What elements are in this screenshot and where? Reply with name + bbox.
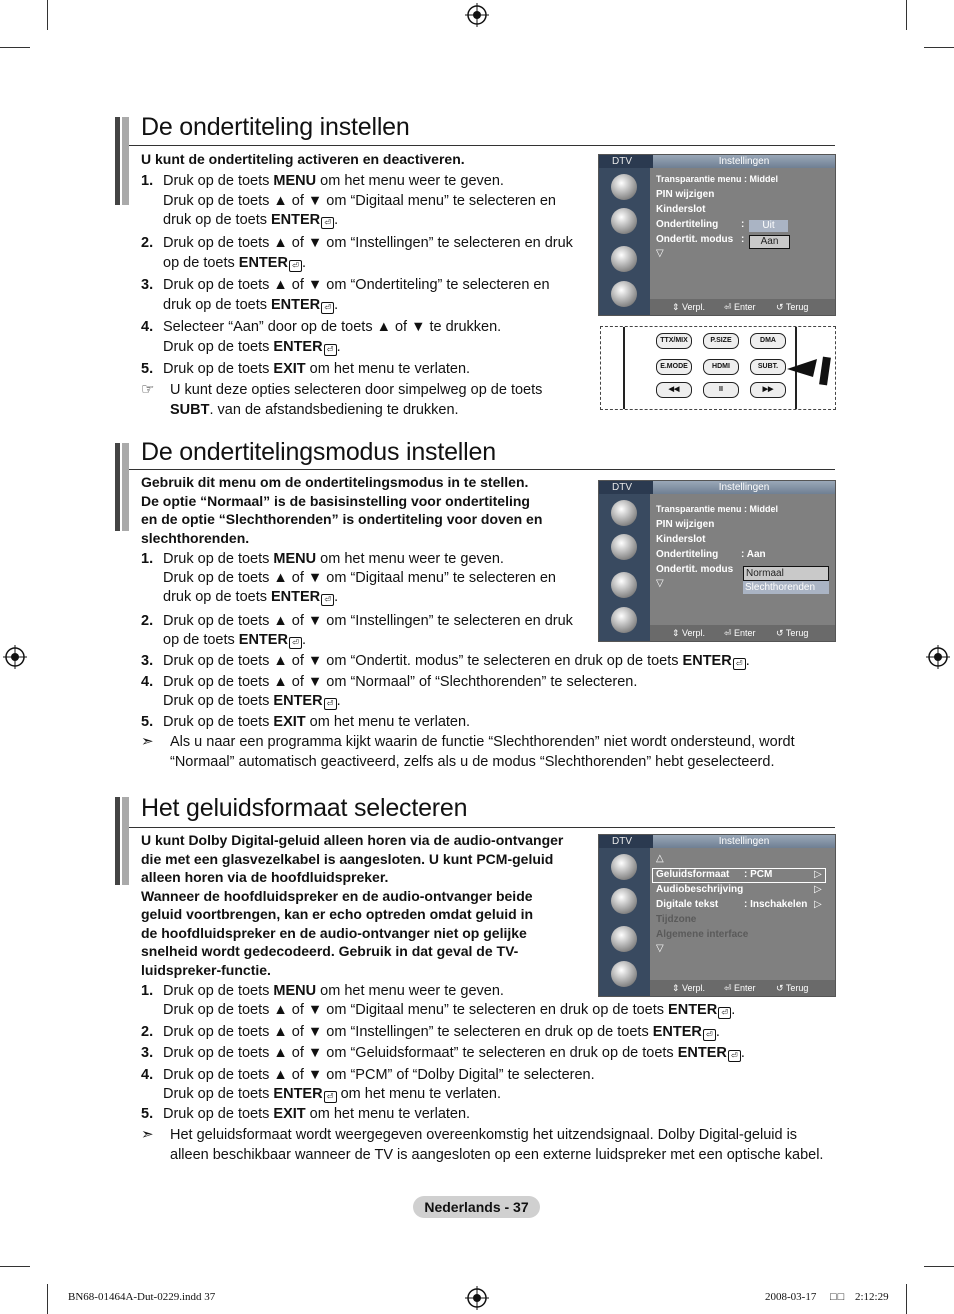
note-line: U kunt deze opties selecteren door simpelweg op de toets	[170, 382, 543, 398]
step-line: Druk op de toets ▲ of ▼ om “Instellingen” te selecteren en druk op de toets ENTER ⏎ .	[163, 1024, 720, 1040]
osd-input-icon	[611, 174, 637, 200]
registration-mark-icon	[465, 3, 489, 27]
osd-row: Ondertit. modus	[656, 564, 734, 575]
step-number: 4.	[141, 674, 154, 690]
remote-button: DMA	[750, 333, 786, 349]
hand-note-icon: ☞	[141, 381, 155, 398]
remote-button: ◀◀	[656, 382, 692, 398]
osd-row-label: Algemene interface	[656, 929, 749, 940]
step-line: Druk op de toets ▲ of ▼ om “Digitaal menu” te selecteren en	[163, 570, 556, 586]
osd-tab: Instellingen	[653, 835, 835, 848]
osd-colon: :	[741, 219, 745, 230]
osd-row-label[interactable]: Digitale tekst	[656, 899, 719, 910]
osd-row: PIN wijzigen	[656, 189, 715, 200]
osd-foot-move: ⇕ Verpl.	[672, 302, 706, 312]
osd-option-normaal[interactable]: Normaal	[743, 566, 829, 581]
osd-row: PIN wijzigen	[656, 519, 715, 530]
osd-option-uit[interactable]: Uit	[749, 220, 788, 232]
step-line: druk op de toets ENTER ⏎ .	[163, 296, 339, 313]
note-line: SUBT. van de afstandsbediening te drukken.	[170, 401, 459, 418]
step-line: druk op de toets ENTER ⏎ .	[163, 212, 339, 228]
osd-foot-back: ↺ Terug	[776, 628, 809, 638]
osd-support-icon	[611, 607, 637, 633]
enter-icon: ⏎	[703, 1029, 716, 1041]
step-line: op de toets ENTER ⏎ .	[163, 254, 306, 271]
enter-icon: ⏎	[321, 302, 334, 314]
section-rule	[129, 827, 835, 828]
arrow-note-icon: ➣	[141, 733, 154, 750]
osd-colon: :	[741, 234, 745, 245]
osd-foot-move: ⇕ Verpl.	[672, 983, 706, 993]
osd-input-icon	[611, 854, 637, 880]
step-line: Druk op de toets EXIT om het menu te verlaten.	[163, 361, 471, 377]
section-title: De ondertiteling instellen	[141, 113, 410, 141]
pointer-arrow-icon	[787, 355, 833, 389]
crop-mark	[0, 1266, 30, 1267]
osd-row: Ondertiteling	[656, 219, 719, 230]
osd-support-icon	[611, 961, 637, 987]
step-line: Druk op de toets MENU om het menu weer te geven.	[163, 983, 504, 999]
osd-dtv-label: DTV	[612, 836, 632, 847]
osd-menu-subtitle-mode	[598, 480, 836, 642]
step-line: Druk op de toets ▲ of ▼ om “Digitaal menu” te selecteren en druk op de toets ENTER ⏎ .	[163, 1002, 736, 1018]
osd-scroll-up-icon: △	[656, 853, 664, 864]
osd-row: Ondertit. modus	[656, 234, 734, 245]
enter-icon: ⏎	[324, 344, 337, 356]
osd-channel-icon	[611, 208, 637, 234]
osd-foot-enter: ⏎ Enter	[724, 983, 756, 993]
section-note	[170, 1126, 823, 1165]
step-number: 1.	[141, 983, 154, 999]
osd-foot-back: ↺ Terug	[776, 302, 809, 312]
osd-option-slechthorenden[interactable]: Slechthorenden	[743, 581, 829, 594]
osd-input-icon	[611, 500, 637, 526]
osd-row: Kinderslot	[656, 534, 706, 545]
section-rule	[129, 145, 835, 146]
osd-scroll-down-icon: ▽	[656, 248, 664, 259]
osd-arrow-right-icon: ▷	[814, 869, 822, 880]
registration-mark-icon	[3, 645, 27, 669]
enter-icon: ⏎	[289, 637, 302, 649]
step-line: Druk op de toets EXIT om het menu te verlaten.	[163, 1106, 471, 1122]
intro-line: geluid voortbrengen, kan er echo optreden omdat geluid in	[141, 906, 534, 922]
enter-icon: ⏎	[324, 698, 337, 710]
step-line: Druk op de toets ENTER ⏎ .	[163, 338, 341, 355]
crop-mark	[924, 47, 954, 48]
osd-tab: Instellingen	[653, 481, 835, 494]
remote-subt-button: SUBT.	[750, 359, 786, 375]
intro-line: de hoofdluidspreker en de audio-ontvanger niet op gelijke	[141, 924, 527, 941]
step-number: 3.	[141, 277, 154, 293]
osd-row-value: : Inschakelen	[744, 899, 808, 910]
crop-mark	[0, 47, 30, 48]
crop-mark	[906, 1284, 907, 1314]
osd-option-aan[interactable]: Aan	[749, 235, 790, 249]
osd-row-label[interactable]: Audiobeschrijving	[656, 884, 744, 895]
step-line: Selecteer “Aan” door op de toets ▲ of ▼ te drukken.	[163, 319, 502, 335]
section-intro: U kunt de ondertiteling activeren en deactiveren.	[141, 151, 465, 167]
remote-button: HDMI	[703, 359, 739, 375]
osd-support-icon	[611, 281, 637, 307]
note-line: Het geluidsformaat wordt weergegeven overeenkomstig het uitzendsignaal. Dolby Digital-geluid is	[170, 1127, 798, 1143]
step-line: Druk op de toets ▲ of ▼ om “Ondertiteling” te selecteren en	[163, 277, 550, 293]
osd-foot-move: ⇕ Verpl.	[672, 628, 706, 638]
footer-filename: BN68-01464A-Dut-0229.indd 37	[68, 1291, 216, 1303]
footer-time: 2:12:29	[855, 1291, 889, 1303]
note-line: alleen beschikbaar wanneer de TV is aangesloten op een externe luidspreker met een optische kabel.	[170, 1146, 824, 1163]
osd-tab: Instellingen	[653, 155, 835, 168]
intro-line: die met een glasvezelkabel is aangesloten. U kunt PCM-geluid	[141, 850, 554, 867]
remote-button: ▶▶	[750, 382, 786, 398]
section-title: Het geluidsformaat selecteren	[141, 794, 468, 822]
note-line: “Normaal” automatisch geactiveerd, zelfs als u de modus “Slechthorenden” hebt geselecteerd.	[170, 753, 775, 770]
step-number: 5.	[141, 714, 154, 730]
step-number: 1.	[141, 551, 154, 567]
section-title: De ondertitelingsmodus instellen	[141, 438, 496, 466]
osd-arrow-right-icon: ▷	[814, 884, 822, 895]
osd-channel-icon	[611, 534, 637, 560]
osd-row-value: : PCM	[744, 869, 773, 880]
enter-icon: ⏎	[728, 1050, 741, 1062]
step-line: Druk op de toets ▲ of ▼ om “Geluidsformaat” te selecteren en druk op de toets ENTER ⏎ .	[163, 1045, 745, 1061]
osd-row: Transparantie menu : Middel	[656, 174, 779, 184]
step-number: 5.	[141, 361, 154, 377]
step-line: op de toets ENTER ⏎ .	[163, 632, 306, 648]
osd-setup-icon	[611, 572, 637, 598]
step-line: Druk op de toets EXIT om het menu te verlaten.	[163, 714, 471, 730]
osd-row: Ondertiteling	[656, 549, 719, 560]
crop-mark	[47, 0, 48, 30]
crop-mark	[906, 0, 907, 30]
intro-line: en de optie “Slechthorenden” is ondertiteling voor doven en	[141, 511, 543, 527]
note-line: Als u naar een programma kijkt waarin de functie “Slechthorenden” niet wordt ondersteund, wordt	[170, 734, 795, 750]
intro-line: Wanneer de hoofdluidspreker en de audio-ontvanger beide	[141, 887, 533, 904]
osd-arrow-right-icon: ▷	[814, 899, 822, 910]
intro-line: De optie “Normaal” is de basisinstelling voor ondertiteling	[141, 492, 530, 509]
step-number: 2.	[141, 235, 154, 251]
step-line: Druk op de toets ▲ of ▼ om “Normaal” of “Slechthorenden” te selecteren.	[163, 674, 638, 690]
intro-line: snelheid wordt gedecodeerd. Gebruik in dat geval de TV-	[141, 943, 519, 959]
step-number: 3.	[141, 653, 154, 669]
osd-row-label[interactable]: Geluidsformaat	[656, 869, 730, 880]
osd-row: Kinderslot	[656, 204, 706, 215]
registration-mark-icon	[926, 645, 950, 669]
osd-menu-subtitles	[598, 154, 836, 316]
intro-line: alleen horen via de hoofdluidspreker.	[141, 869, 389, 885]
step-number: 4.	[141, 1067, 154, 1083]
enter-icon: ⏎	[321, 217, 334, 229]
osd-value: : Aan	[741, 549, 766, 560]
section-note	[170, 733, 795, 772]
section-intro	[141, 831, 563, 979]
osd-menu-sound-format	[598, 834, 836, 997]
osd-foot-enter: ⏎ Enter	[724, 302, 756, 312]
step-line: Druk op de toets ▲ of ▼ om “PCM” of “Dolby Digital” te selecteren.	[163, 1067, 595, 1083]
section-bar	[115, 797, 129, 885]
step-line: Druk op de toets MENU om het menu weer te geven.	[163, 173, 504, 189]
enter-icon: ⏎	[733, 658, 746, 670]
osd-row: Transparantie menu : Middel	[656, 504, 779, 514]
enter-icon: ⏎	[718, 1007, 731, 1019]
step-line: Druk op de toets ▲ of ▼ om “Instellingen” te selecteren en druk	[163, 613, 573, 629]
intro-line: U kunt Dolby Digital-geluid alleen horen via de audio-ontvanger	[141, 832, 564, 848]
intro-line: luidspreker-functie.	[141, 961, 271, 978]
remote-button: P.SIZE	[703, 333, 739, 349]
enter-icon: ⏎	[321, 594, 334, 606]
crop-mark	[924, 1266, 954, 1267]
registration-mark-icon	[465, 1286, 489, 1310]
osd-setup-icon	[611, 246, 637, 272]
osd-row-label: Tijdzone	[656, 914, 697, 925]
remote-button: E.MODE	[656, 359, 692, 375]
remote-button: II	[703, 382, 739, 398]
step-line: Druk op de toets MENU om het menu weer te geven.	[163, 551, 504, 567]
section-bar	[115, 443, 129, 531]
section-rule	[129, 469, 835, 470]
osd-scroll-down-icon: ▽	[656, 578, 664, 589]
intro-line: Gebruik dit menu om de ondertitelingsmodus in te stellen.	[141, 474, 529, 490]
step-number: 5.	[141, 1106, 154, 1122]
step-number: 2.	[141, 1024, 154, 1040]
step-line: Druk op de toets ENTER ⏎ .	[163, 693, 341, 709]
osd-dtv-label: DTV	[612, 156, 632, 167]
footer-glyphs: □□	[830, 1291, 846, 1303]
step-number: 4.	[141, 319, 154, 335]
section-note	[170, 381, 542, 420]
step-line: druk op de toets ENTER ⏎ .	[163, 589, 339, 605]
step-number: 2.	[141, 613, 154, 629]
footer-date: 2008-03-17	[765, 1291, 817, 1303]
arrow-note-icon: ➣	[141, 1126, 154, 1143]
osd-setup-icon	[611, 926, 637, 952]
enter-icon: ⏎	[289, 260, 302, 272]
osd-foot-enter: ⏎ Enter	[724, 628, 756, 638]
section-bar	[115, 117, 129, 205]
remote-button: TTX/MIX	[656, 333, 692, 349]
step-line: Druk op de toets ▲ of ▼ om “Digitaal menu” te selecteren en	[163, 192, 556, 209]
crop-mark	[47, 1284, 48, 1314]
step-number: 1.	[141, 173, 154, 189]
step-line: Druk op de toets ▲ of ▼ om “Ondertit. modus” te selecteren en druk op de toets ENTER ⏎ .	[163, 653, 750, 669]
step-line: Druk op de toets ▲ of ▼ om “Instellingen” te selecteren en druk	[163, 235, 573, 251]
osd-channel-icon	[611, 888, 637, 914]
osd-foot-back: ↺ Terug	[776, 983, 809, 993]
step-number: 3.	[141, 1045, 154, 1061]
intro-line: slechthorenden.	[141, 529, 250, 546]
step-line: Druk op de toets ENTER ⏎ om het menu te verlaten.	[163, 1086, 501, 1102]
osd-scroll-down-icon: ▽	[656, 943, 664, 954]
section-intro	[141, 473, 542, 547]
page-number-label: Nederlands - 37	[413, 1196, 540, 1218]
enter-icon: ⏎	[324, 1091, 337, 1103]
osd-dtv-label: DTV	[612, 482, 632, 493]
remote-control-illustration	[600, 326, 836, 410]
